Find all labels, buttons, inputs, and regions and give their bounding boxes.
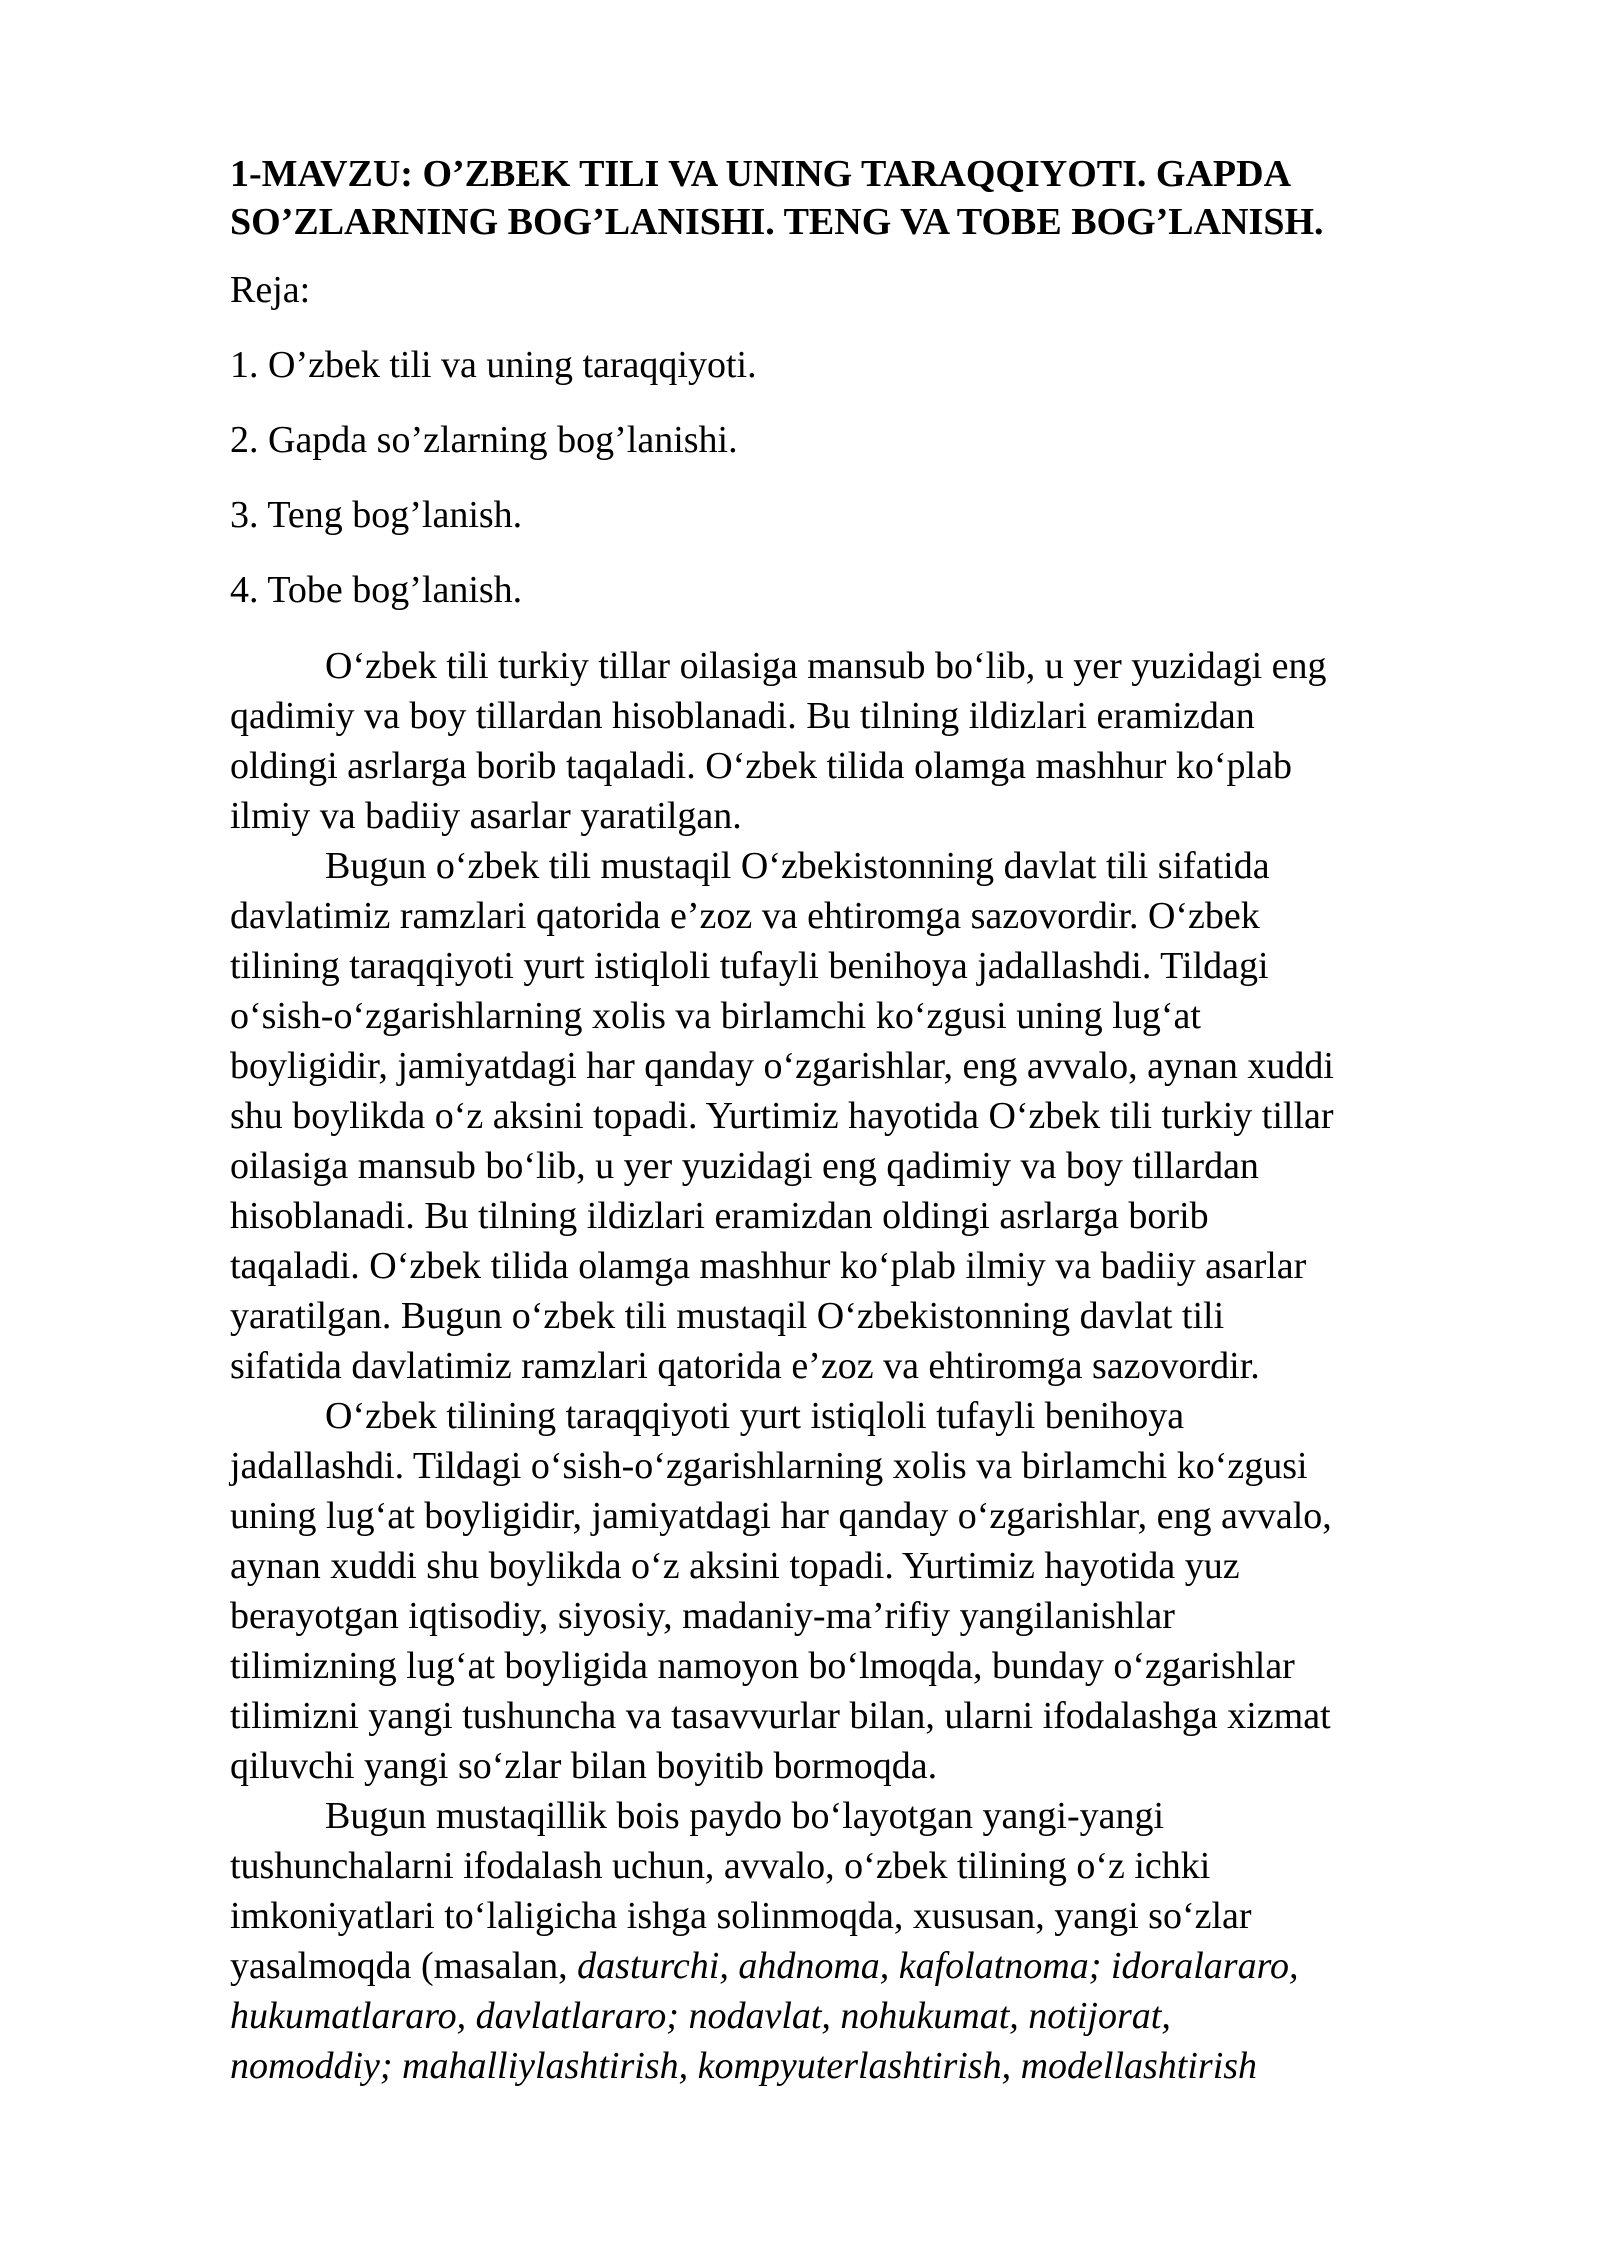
paragraph-line: davlatimiz ramzlari qatorida e’zoz va ehtiromga sazovordir. O‘zbek [230, 895, 1260, 937]
paragraph-line: jadallashdi. Tildagi o‘sish-o‘zgarishlarning xolis va birlamchi ko‘zgusi [230, 1445, 1308, 1487]
document-page [230, 150, 1500, 2091]
paragraph-line: tilining taraqqiyoti yurt istiqloli tufayli benihoya jadallashdi. Tildagi [230, 945, 1269, 987]
plan-list [230, 341, 1500, 614]
paragraph-line: hisoblanadi. Bu tilning ildizlari eramizdan oldingi asrlarga borib [230, 1195, 1209, 1237]
paragraph-4 [230, 1791, 1500, 2091]
document-title [230, 150, 1500, 246]
paragraph-text: yasalmoqda (masalan, [230, 1945, 578, 1987]
paragraph-2 [230, 841, 1500, 1391]
plan-item-2: 2. Gapda so’zlarning bog’lanishi. [230, 419, 738, 461]
paragraph-line: tilimizni yangi tushuncha va tasavvurlar bilan, ularni ifodalashga xizmat [230, 1695, 1331, 1737]
paragraph-line: taqaladi. O‘zbek tilida olamga mashhur ko‘plab ilmiy va badiiy asarlar [230, 1245, 1307, 1287]
example-words-line: nomoddiy; mahalliylashtirish, kompyuterlashtirish, modellashtirish [230, 2045, 1258, 2087]
paragraph-line: yaratilgan. Bugun o‘zbek tili mustaqil O‘zbekistonning davlat tili [230, 1295, 1225, 1337]
paragraph-line: O‘zbek tilining taraqqiyoti yurt istiqloli tufayli benihoya [325, 1395, 1185, 1437]
paragraph-line: Bugun mustaqillik bois paydo bo‘layotgan yangi-yangi [325, 1795, 1165, 1837]
paragraph-line: aynan xuddi shu boylikda o‘z aksini topadi. Yurtimiz hayotida yuz [230, 1545, 1240, 1587]
example-words-line: hukumatlararo, davlatlararo; nodavlat, nohukumat, notijorat, [230, 1995, 1171, 2037]
paragraph-line: oldingi asrlarga borib taqaladi. O‘zbek tilida olamga mashhur ko‘plab [230, 745, 1292, 787]
paragraph-line: boyligidir, jamiyatdagi har qanday o‘zgarishlar, eng avvalo, aynan xuddi [230, 1045, 1334, 1087]
paragraph-line: oilasiga mansub bo‘lib, u yer yuzidagi eng qadimiy va boy tillardan [230, 1145, 1259, 1187]
paragraph-line: uning lug‘at boyligidir, jamiyatdagi har qanday o‘zgarishlar, eng avvalo, [230, 1495, 1332, 1537]
paragraph-line: O‘zbek tili turkiy tillar oilasiga mansub bo‘lib, u yer yuzidagi eng [325, 645, 1327, 687]
paragraph-line: berayotgan iqtisodiy, siyosiy, madaniy-ma’rifiy yangilanishlar [230, 1595, 1175, 1637]
plan-item-3: 3. Teng bog’lanish. [230, 494, 523, 536]
paragraph-line: sifatida davlatimiz ramzlari qatorida e’zoz va ehtiromga sazovordir. [230, 1345, 1260, 1387]
example-words: dasturchi, ahdnoma, kafolatnoma; idoralararo, [577, 1945, 1299, 1987]
paragraph-line: tilimizning lug‘at boyligida namoyon bo‘lmoqda, bunday o‘zgarishlar [230, 1645, 1295, 1687]
paragraph-line: o‘sish-o‘zgarishlarning xolis va birlamchi ko‘zgusi uning lug‘at [230, 995, 1201, 1037]
paragraph-line: Bugun o‘zbek tili mustaqil O‘zbekistonning davlat tili sifatida [325, 845, 1270, 887]
title-line-2: SO’ZLARNING BOG’LANISHI. TENG VA TOBE BOG’LANISH. [230, 201, 1324, 243]
paragraph-line: tushunchalarni ifodalash uchun, avvalo, o‘zbek tilining o‘z ichki [230, 1845, 1211, 1887]
paragraph-line: ilmiy va badiiy asarlar yaratilgan. [230, 795, 742, 837]
title-line-1: 1-MAVZU: O’ZBEK TILI VA UNING TARAQQIYOTI. GAPDA [230, 153, 1292, 195]
paragraph-line: shu boylikda o‘z aksini topadi. Yurtimiz hayotida O‘zbek tili turkiy tillar [230, 1095, 1334, 1137]
paragraph-line: imkoniyatlari to‘laligicha ishga solinmoqda, xususan, yangi so‘zlar [230, 1895, 1252, 1937]
paragraph-1 [230, 641, 1500, 841]
paragraph-3 [230, 1391, 1500, 1791]
plan-item-1: 1. O’zbek tili va uning taraqqiyoti. [230, 344, 757, 386]
paragraph-line [230, 1941, 1500, 1991]
plan-item-4: 4. Tobe bog’lanish. [230, 569, 523, 611]
paragraph-line: qiluvchi yangi so‘zlar bilan boyitib bormoqda. [230, 1745, 938, 1787]
paragraph-line: qadimiy va boy tillardan hisoblanadi. Bu tilning ildizlari eramizdan [230, 695, 1255, 737]
plan-label: Reja: [230, 269, 311, 311]
